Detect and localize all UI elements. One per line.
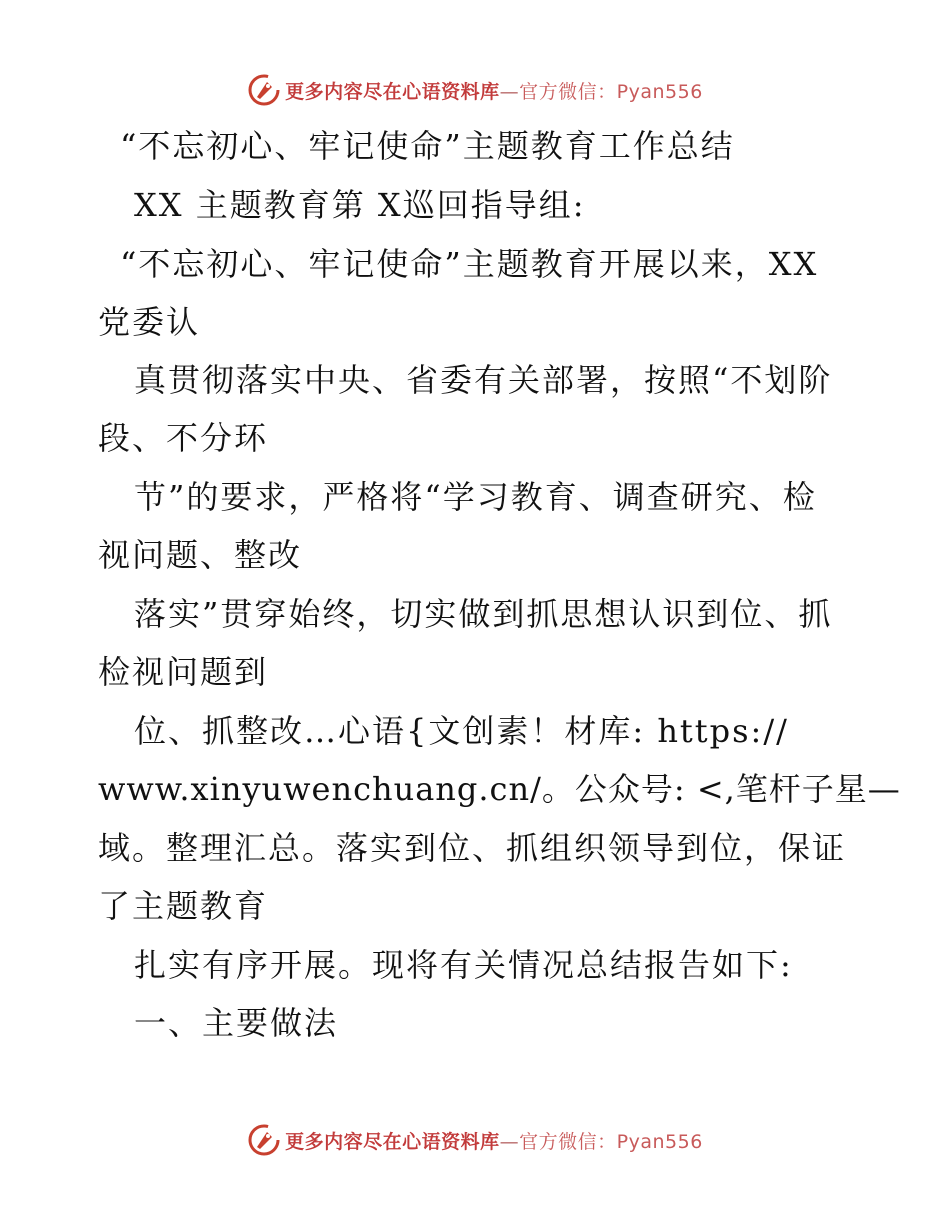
watermark-text [285,77,703,104]
watermark-brand: 更多内容尽在心语资料库 [285,1130,500,1153]
paragraph-line: 域。整理汇总。落实到位、抓组织领导到位，保证 [98,829,847,867]
watermark-wechat: 官方微信：Pyan556 [519,80,703,103]
paragraph-line: 落实”贯穿始终，切实做到抓思想认识到位、抓 [134,595,833,633]
paragraph-line: “不忘初心、牢记使命”主题教育开展以来，XX [120,245,819,283]
paragraph-line: 位、抓整改…心语{文创素！材库: https:// [134,712,789,750]
document-title: “不忘初心、牢记使命”主题教育工作总结 [120,127,735,165]
header-watermark-banner [0,70,950,110]
watermark-brand: 更多内容尽在心语资料库 [285,80,500,103]
section-heading: 一、主要做法 [134,1004,339,1042]
pen-nib-logo-icon [247,1123,281,1157]
watermark-text [285,1127,703,1154]
paragraph-line: 视问题、整改 [98,536,303,574]
paragraph-line: 真贯彻落实中央、省委有关部署，按照“不划阶 [134,361,833,399]
watermark-dash: — [499,1130,520,1153]
paragraph-line: 节”的要求，严格将“学习教育、调查研究、检 [134,478,817,516]
watermark-wechat: 官方微信：Pyan556 [519,1130,703,1153]
paragraph-line: 检视问题到 [98,653,269,691]
paragraph-line: 扎实有序开展。现将有关情况总结报告如下: [134,946,793,984]
paragraph-line: www.xinyuwenchuang.cn/。公众号: <,笔杆子星— [98,770,901,808]
paragraph-line: 党委认 [98,303,201,341]
addressee-line: XX 主题教育第 X巡回指导组: [134,186,586,224]
watermark-dash: — [499,80,520,103]
paragraph-line: 段、不分环 [98,419,269,457]
footer-watermark-banner [0,1120,950,1160]
pen-nib-logo-icon [247,73,281,107]
paragraph-line: 了主题教育 [98,887,269,925]
